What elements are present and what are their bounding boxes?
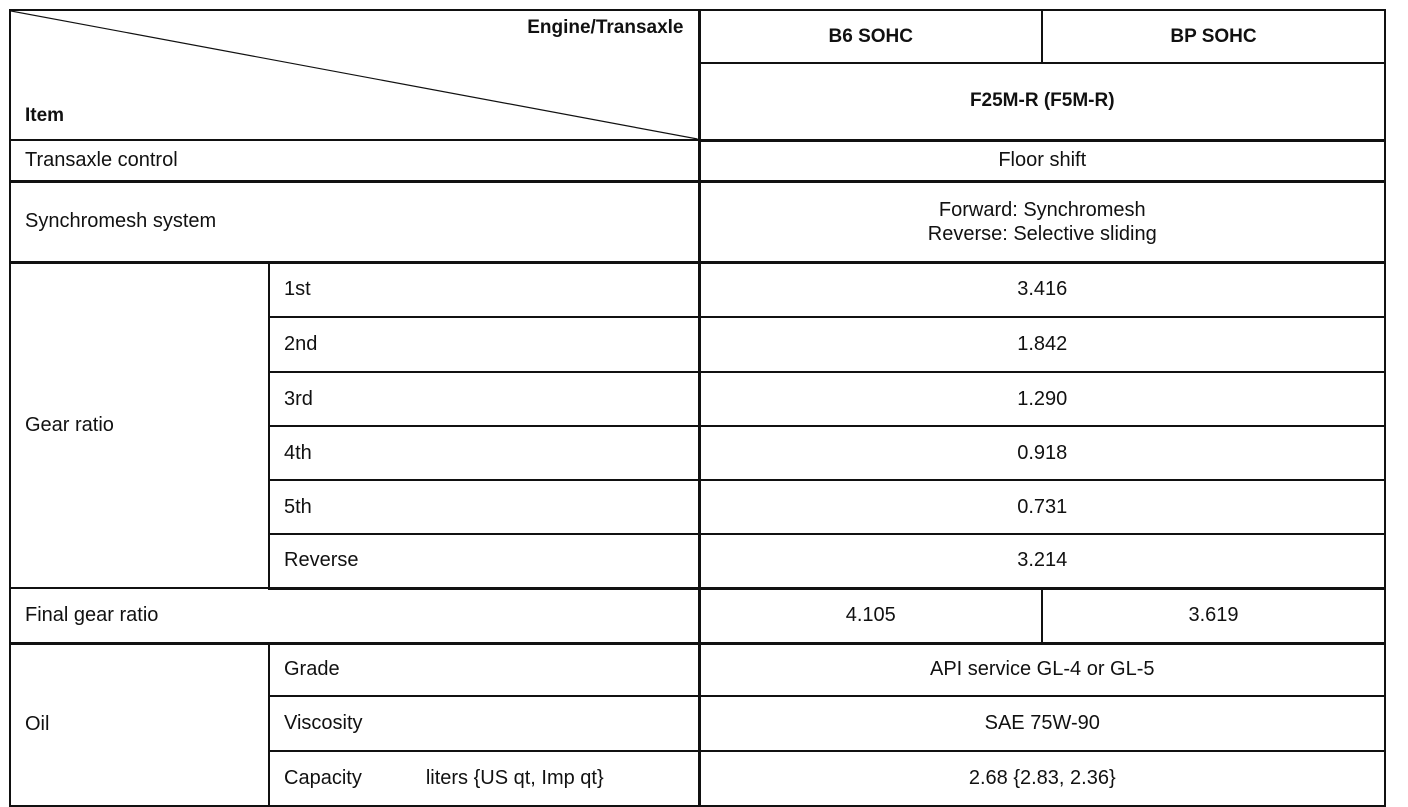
gear-name: 1st (269, 262, 699, 317)
oil-capacity-label: Capacity (284, 767, 362, 789)
gear-ratio-value: 0.731 (699, 480, 1385, 534)
gear-name: 2nd (269, 317, 699, 372)
table-row-synchromesh (10, 181, 1385, 262)
header-item-label: Item (25, 105, 65, 126)
value-transaxle-control: Floor shift (699, 140, 1385, 181)
synchromesh-forward: Forward: Synchromesh (938, 198, 1146, 221)
row-label-synchromesh: Synchromesh system (10, 181, 699, 262)
value-final-gear-b6: 4.105 (699, 588, 1042, 643)
header-transaxle-model: F25M-R (F5M-R) (699, 63, 1385, 140)
oil-grade-label: Grade (269, 643, 699, 696)
gear-name: 4th (269, 426, 699, 480)
gear-ratio-value: 3.214 (699, 534, 1385, 588)
gear-name: Reverse (269, 534, 699, 588)
table-row-transaxle-control (10, 140, 1385, 181)
synchromesh-reverse: Reverse: Selective sliding (927, 222, 1157, 245)
gear-ratio-value: 0.918 (699, 426, 1385, 480)
value-oil-grade: API service GL-4 or GL-5 (699, 643, 1385, 696)
header-engine-bp: BP SOHC (1042, 10, 1385, 63)
gear-name: 3rd (269, 372, 699, 426)
header-corner-cell (10, 10, 699, 140)
gear-ratio-value: 3.416 (699, 262, 1385, 317)
header-engine-transaxle-label: Engine/Transaxle (527, 17, 684, 38)
header-engine-b6: B6 SOHC (699, 10, 1042, 63)
gear-ratio-value: 1.842 (699, 317, 1385, 372)
oil-capacity-cell (269, 751, 699, 806)
gear-ratio-value: 1.290 (699, 372, 1385, 426)
table-row-final-gear-ratio (10, 588, 1385, 643)
value-oil-viscosity: SAE 75W-90 (699, 696, 1385, 751)
value-oil-capacity: 2.68 {2.83, 2.36} (699, 751, 1385, 806)
oil-viscosity-label: Viscosity (269, 696, 699, 751)
specification-table (9, 9, 1386, 807)
row-label-final-gear-ratio: Final gear ratio (10, 588, 699, 643)
value-synchromesh (699, 181, 1385, 262)
row-label-gear-ratio: Gear ratio (10, 262, 269, 588)
gear-name: 5th (269, 480, 699, 534)
row-label-transaxle-control: Transaxle control (10, 140, 699, 181)
oil-capacity-unit: liters {US qt, Imp qt} (425, 767, 604, 789)
table-row-gear-1st (10, 262, 1385, 317)
table-row-oil-grade (10, 643, 1385, 696)
row-label-oil: Oil (10, 643, 269, 806)
value-final-gear-bp: 3.619 (1042, 588, 1385, 643)
